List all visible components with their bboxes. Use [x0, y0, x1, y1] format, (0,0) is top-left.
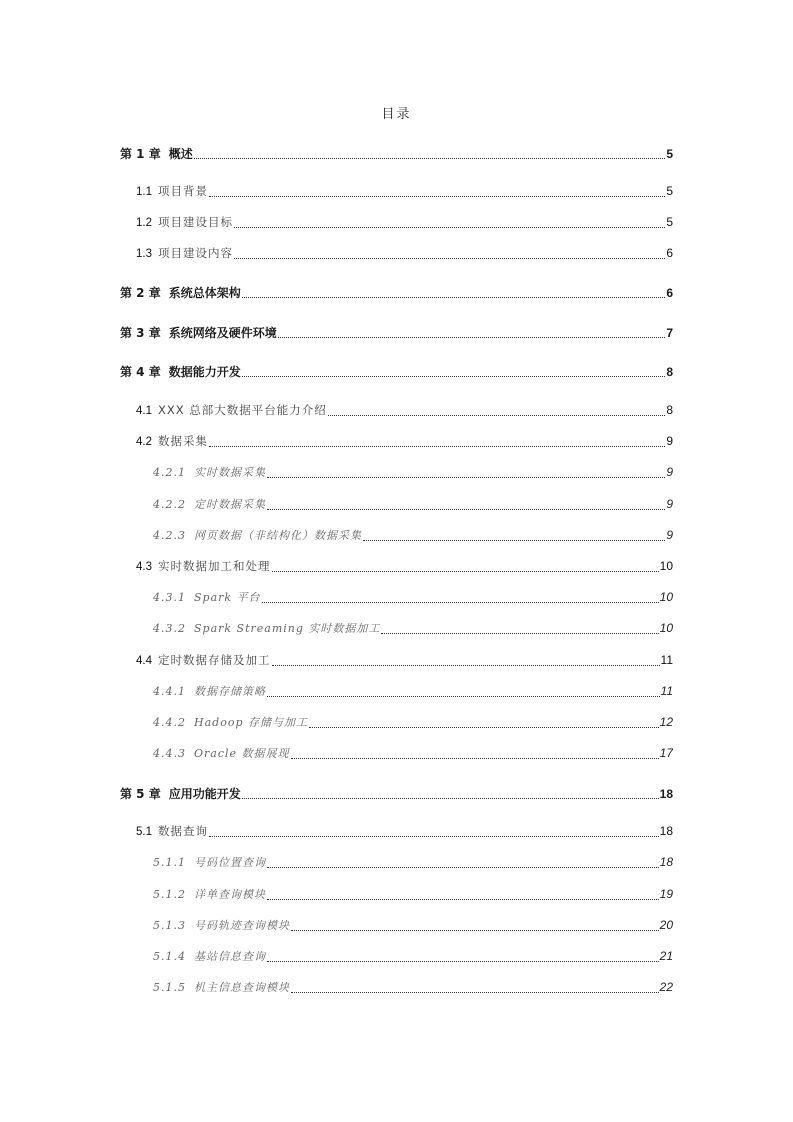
toc-entry-number: 4.4.2: [153, 716, 186, 729]
toc-entry-label: 应用功能开发: [168, 787, 241, 801]
toc-entry-level-3[interactable]: [153, 917, 673, 935]
toc-entry-level-2[interactable]: [136, 823, 673, 841]
toc-entry-number: 5.1.4: [153, 950, 186, 963]
toc-entry-label: 网页数据（非结构化）数据采集: [194, 529, 362, 542]
toc-entry-number: 4.4.1: [153, 685, 186, 698]
dot-leader: [242, 797, 659, 799]
toc-entry-number: 4.2: [136, 436, 152, 448]
toc-entry-number: 4.3.1: [153, 591, 186, 604]
toc-entry-number: 4.4.3: [153, 747, 186, 760]
toc-entry-page-number: 5: [666, 184, 673, 198]
toc-entry-level-2[interactable]: [136, 214, 673, 232]
toc-entry-page-number: 9: [666, 497, 673, 511]
toc-entry-number: 第 4 章: [120, 365, 161, 379]
toc-entry-level-3[interactable]: [153, 620, 673, 638]
dot-leader: [234, 226, 665, 228]
toc-entry-page-number: 6: [666, 286, 673, 300]
dot-leader: [209, 195, 665, 197]
toc-entry-label: 概述: [168, 147, 193, 161]
toc-entry-page-number: 5: [666, 215, 673, 229]
toc-entry-number: 1.3: [136, 248, 152, 260]
toc-entry-level-3[interactable]: [153, 683, 673, 701]
dot-leader: [272, 570, 659, 572]
toc-entry-number: 第 5 章: [120, 787, 161, 801]
toc-entry-level-2[interactable]: [136, 245, 673, 263]
dot-leader: [363, 539, 665, 541]
toc-entry-number: 4.2.2: [153, 498, 186, 511]
toc-entry-label: 数据查询: [158, 824, 208, 838]
toc-entry-level-3[interactable]: [153, 745, 673, 763]
dot-leader: [267, 866, 659, 868]
toc-entry-number: 第 3 章: [120, 326, 161, 340]
toc-entry-label: Oracle 数据展现: [194, 747, 290, 760]
toc-entry-label: Spark 平台: [194, 591, 261, 604]
toc-entry-page-number: 5: [666, 147, 673, 161]
toc-entry-label: 基站信息查询: [194, 950, 266, 963]
dot-leader: [291, 929, 659, 931]
toc-entry-level-1[interactable]: [120, 324, 673, 342]
toc-entry-level-3[interactable]: [153, 496, 673, 514]
toc-entry-level-1[interactable]: [120, 363, 673, 381]
toc-entry-number: 第 1 章: [120, 147, 161, 161]
dot-leader: [291, 991, 659, 993]
toc-entry-label: 实时数据采集: [194, 466, 266, 479]
toc-entry-number: 4.3: [136, 561, 152, 573]
dot-leader: [267, 695, 660, 697]
dot-leader: [267, 508, 665, 510]
toc-entry-label: 详单查询模块: [194, 888, 266, 901]
toc-entry-label: XXX 总部大数据平台能力介绍: [158, 403, 327, 417]
dot-leader: [209, 835, 659, 837]
toc-entry-label: 项目背景: [158, 184, 208, 198]
toc-entry-label: 号码位置查询: [194, 856, 266, 869]
toc-entry-number: 1.1: [136, 186, 152, 198]
dot-leader: [234, 257, 665, 259]
toc-entry-label: 系统网络及硬件环境: [168, 326, 277, 340]
dot-leader: [278, 336, 666, 338]
toc-entry-level-3[interactable]: [153, 948, 673, 966]
toc-entry-page-number: 8: [666, 403, 673, 417]
toc-entry-label: 项目建设内容: [158, 246, 233, 260]
toc-entry-label: 数据存储策略: [194, 685, 266, 698]
toc-entry-page-number: 18: [659, 824, 673, 838]
toc-entry-level-3[interactable]: [153, 714, 673, 732]
toc-entry-page-number: 12: [659, 715, 673, 729]
toc-entry-page-number: 18: [659, 855, 673, 869]
toc-entry-page-number: 19: [659, 887, 673, 901]
toc-entry-level-3[interactable]: [153, 979, 673, 997]
toc-entry-label: 号码轨迹查询模块: [194, 919, 290, 932]
toc-entry-number: 5.1.3: [153, 919, 186, 932]
toc-entry-level-3[interactable]: [153, 464, 673, 482]
toc-entry-number: 4.3.2: [153, 622, 186, 635]
toc-entry-page-number: 11: [660, 653, 673, 667]
toc-entry-label: Spark Streaming 实时数据加工: [194, 622, 381, 635]
toc-entry-label: 定时数据存储及加工: [158, 653, 271, 667]
toc-entry-page-number: 17: [659, 746, 673, 760]
toc-entry-page-number: 22: [659, 980, 673, 994]
toc-entry-level-2[interactable]: [136, 652, 673, 670]
dot-leader: [272, 664, 660, 666]
toc-entry-level-3[interactable]: [153, 589, 673, 607]
toc-entry-page-number: 9: [666, 465, 673, 479]
toc-entry-label: 实时数据加工和处理: [158, 559, 271, 573]
dot-leader: [267, 960, 659, 962]
toc-entry-label: 系统总体架构: [168, 286, 241, 300]
dot-leader: [242, 375, 666, 377]
toc-entry-number: 4.2.1: [153, 466, 186, 479]
toc-title: 目录: [381, 107, 412, 122]
toc-entry-number: 4.2.3: [153, 529, 186, 542]
toc-entry-label: 数据能力开发: [168, 365, 241, 379]
toc-entry-level-1[interactable]: [120, 145, 673, 163]
toc-entry-number: 4.4: [136, 655, 152, 667]
toc-entry-number: 第 2 章: [120, 286, 161, 300]
toc-entry-page-number: 18: [659, 787, 673, 801]
dot-leader: [194, 157, 666, 159]
dot-leader: [381, 632, 658, 634]
toc-entry-number: 5.1: [136, 826, 152, 838]
toc-entry-page-number: 20: [659, 918, 673, 932]
dot-leader: [291, 757, 659, 759]
toc-entry-level-3[interactable]: [153, 527, 673, 545]
dot-leader: [328, 414, 666, 416]
toc-entry-level-3[interactable]: [153, 886, 673, 904]
toc-entry-number: 5.1.1: [153, 856, 186, 869]
toc-entry-label: 定时数据采集: [194, 498, 266, 511]
toc-entry-label: 项目建设目标: [158, 215, 233, 229]
toc-entry-page-number: 9: [666, 434, 673, 448]
toc-entry-page-number: 11: [660, 684, 673, 698]
toc-entry-number: 4.1: [136, 405, 152, 417]
dot-leader: [267, 476, 665, 478]
toc-entry-level-1[interactable]: [120, 284, 673, 302]
toc-entry-level-3[interactable]: [153, 854, 673, 872]
toc-entry-label: Hadoop 存储与加工: [194, 716, 308, 729]
toc-entry-page-number: 21: [659, 949, 673, 963]
toc-entry-level-2[interactable]: [136, 433, 673, 451]
dot-leader: [209, 445, 665, 447]
toc-entry-number: 5.1.2: [153, 888, 186, 901]
dot-leader: [242, 296, 666, 298]
toc-entry-page-number: 10: [659, 590, 673, 604]
toc-entry-level-1[interactable]: [120, 785, 673, 803]
dot-leader: [262, 601, 659, 603]
toc-entry-page-number: 7: [666, 326, 673, 340]
toc-entry-page-number: 10: [659, 559, 673, 573]
dot-leader: [309, 726, 659, 728]
toc-entry-page-number: 8: [666, 365, 673, 379]
toc-entry-level-2[interactable]: [136, 183, 673, 201]
toc-entry-number: 1.2: [136, 217, 152, 229]
toc-entry-label: 机主信息查询模块: [194, 981, 290, 994]
dot-leader: [267, 898, 659, 900]
toc-entry-page-number: 6: [666, 246, 673, 260]
toc-entry-label: 数据采集: [158, 434, 208, 448]
toc-entry-level-2[interactable]: [136, 558, 673, 576]
toc-entry-page-number: 9: [666, 528, 673, 542]
toc-entry-page-number: 10: [659, 621, 673, 635]
toc-entry-number: 5.1.5: [153, 981, 186, 994]
toc-entry-level-2[interactable]: [136, 402, 673, 420]
